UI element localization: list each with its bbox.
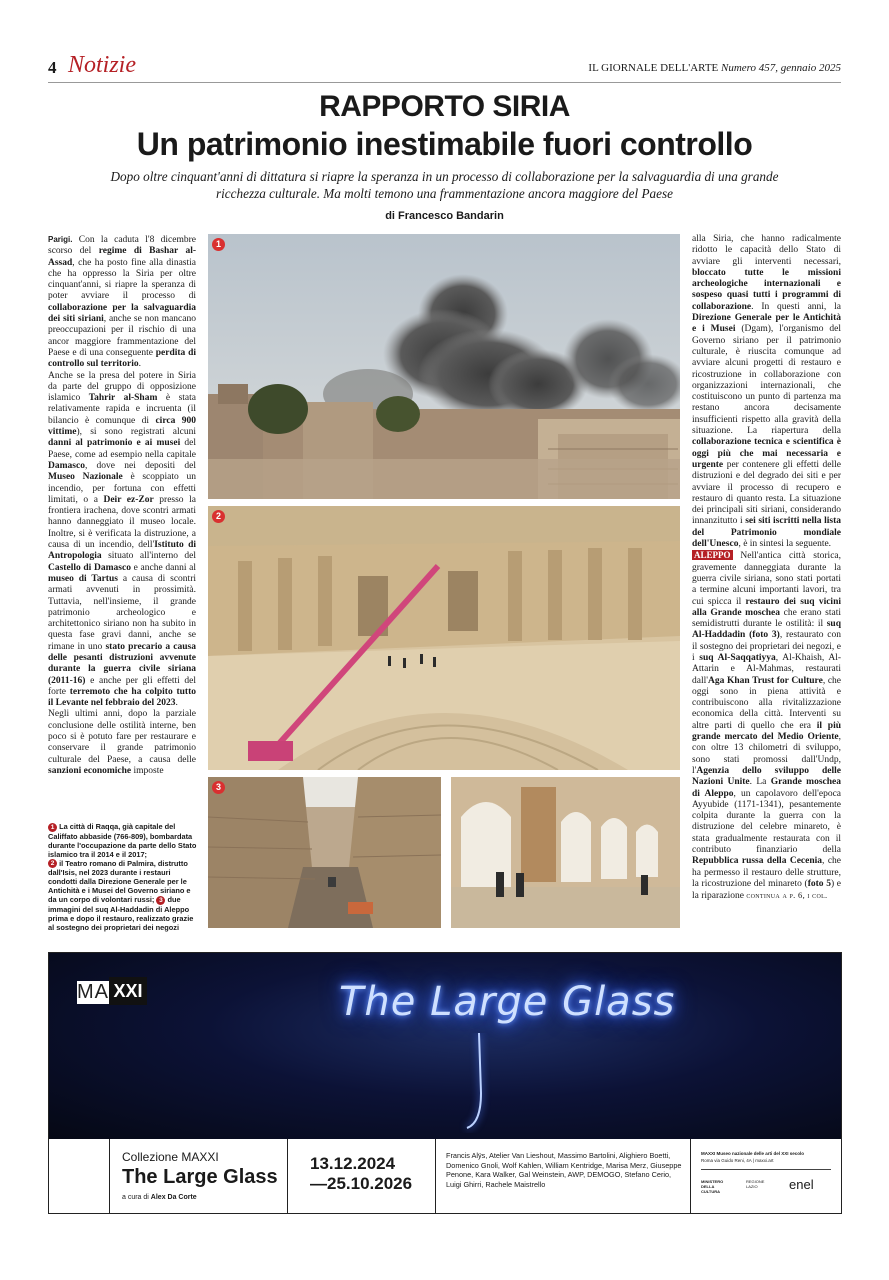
text: , che ha posto fine alla dinastia che ha oppresso la Siria per oltre cinquant'anni, si riapre la speranza di poter avviare il processo di (48, 257, 196, 302)
section-title: Notizie (68, 52, 137, 78)
text: del Paese, come ad esempio nella capitale (48, 438, 196, 460)
text: e anche danni al (130, 562, 196, 573)
text-bold: suq Al-Haddadin (foto 3) (692, 619, 841, 641)
text: , Al-Khaish, Al-Attarin e Al-Mahmas, restaurati dall' (692, 652, 841, 686)
text: . (138, 359, 141, 370)
neon-title: The Large Glass (339, 979, 676, 1025)
ad-collection: Collezione MAXXI (122, 1150, 219, 1164)
text-bold: bloccato tutte le missioni archeologiche internazionali e sospeso quasi tutti i programmi di collaborazione (692, 267, 841, 312)
issue-info: Numero 457, gennaio 2025 (721, 62, 841, 74)
text: , che oggi sono in piena attività e contribuiscono alla rivitalizzazione economica della città. Interventi su altre parti di quello che era (692, 675, 841, 731)
photo-raqqa-image (208, 234, 680, 499)
text: , è in sintesi la seguente. (738, 539, 832, 550)
photo-suq-after (451, 777, 680, 928)
text: che erano stati semidistrutti durante le ostilità: il (692, 607, 841, 630)
text-bold: collaborazione tecnica e scientifica è oggi più che mai necessaria e urgente (692, 437, 841, 470)
ad-curator-name: Alex Da Corte (150, 1194, 197, 1201)
masthead-title: IL GIORNALE DELL'ARTE (588, 62, 719, 74)
text: Anche se la presa del potere in Siria da parte del gruppo di opposizione islamico (48, 370, 196, 404)
photo-raqqa (208, 234, 680, 499)
text: ) e la riparazione (692, 878, 841, 902)
ad-curator-prefix: a cura di (122, 1194, 151, 1201)
ad-sponsors-block (690, 1139, 842, 1213)
photo-palmyra (208, 506, 680, 770)
ad-dates-block (287, 1139, 436, 1213)
caption-number: 2 (48, 859, 57, 868)
ad-museum-address: Roma via Guido Reni, 4A | maxxi.art (701, 1158, 774, 1163)
text: è stata relativamente rapida e incruenta (il bilancio è comunque di (48, 393, 196, 426)
sponsor-enel: enel (789, 1177, 814, 1192)
article-headline: Un patrimonio inestimabile fuori controllo (136, 126, 753, 162)
text: . La (749, 777, 771, 788)
ad-title: The Large Glass (122, 1166, 278, 1188)
neon-cord (459, 1033, 499, 1133)
ad-museum-name: MAXXI Museo nazionale delle arti del XXI secolo (701, 1151, 805, 1156)
sponsor-ministero: MINISTERO DELLA CULTURA (701, 1179, 724, 1194)
text-bold: suq Al-Saqqatiyya (699, 652, 776, 663)
text: presso la frontiera irachena, dove scontri armati hanno danneggiato il museo locale. Inoltre, si è verificata la distruzione, a causa di un incendio, dell' (48, 494, 196, 551)
ad-artists: Francis Alÿs, Atelier Van Lieshout, Massimo Bartolini, Alighiero Boetti, Domenico Gnoli, Wolf Kahlen, William Kentridge, Marisa Merz, Giuseppe Penone, Kara Walker, Gal Weinstein, AWP, DEMOGO, Stefano Cerio, Luigi Ghirri, Rachele Maistrello (446, 1151, 682, 1189)
article-deck: Dopo oltre cinquant'anni di dittatura si riapre la speranza in un processo di collaborazione per la salvaguardia di una grande ricchezza culturale. Ma molti temono una frammentazione ancora maggiore del Paese (110, 169, 779, 201)
divider (701, 1169, 831, 1170)
text-bold: Repubblica russa della Cecenia (692, 856, 823, 867)
page-number: 4 (48, 58, 57, 77)
ad-date-to: —25.10.2026 (310, 1174, 413, 1193)
ad-title-block (109, 1139, 288, 1213)
dateline: Parigi. (48, 235, 73, 244)
text-bold: Grande moschea di Aleppo (692, 777, 841, 799)
text-bold: circa 900 vittime (48, 415, 196, 438)
text-bold: sei siti iscritti nella lista del Patrimonio mondiale dell'Unesco (692, 516, 841, 550)
text-bold: sanzioni economiche (48, 765, 132, 776)
text: , restaurato con il sostegno dei proprietari dei negozi, e i (692, 630, 841, 663)
text: . (175, 698, 178, 709)
text-bold: Agenzia dello sviluppo delle Nazioni Unite (692, 765, 841, 788)
text-bold: stato precario a causa delle pesanti distruzioni avvenute durante la guerra civile siriana (2011-16) (48, 641, 196, 686)
photo-number-badge: 1 (212, 238, 225, 251)
text: , che ha permesso il restauro delle strutture, la ricostruzione del minareto ( (692, 856, 841, 889)
text-bold: Damasco (48, 460, 85, 471)
text-bold: Tahrir al-Sham (88, 393, 158, 404)
text-bold: museo di Tartus (48, 573, 118, 584)
caption-text: La città di Raqqa, già capitale del Califfato abbaside (766-809), bombardata durante l'occupazione da parte dello Stato islamico tra il 2014 e il 2017; (48, 822, 197, 859)
photo-suq-before (208, 777, 441, 928)
maxxi-logo-xxi: XXI (109, 977, 147, 1005)
text: situato all'interno del (101, 551, 196, 562)
section-tag-aleppo: ALEPPO (694, 550, 731, 561)
text-bold: Museo Nazionale (48, 472, 123, 483)
text-bold: Castello di Damasco (48, 562, 131, 573)
ad-date-from: 13.12.2024 (310, 1154, 396, 1173)
maxxi-logo-ma: MA (77, 981, 109, 1003)
photo-suq-after-image (451, 777, 680, 928)
article-column-right (692, 234, 841, 934)
caption-text: il Teatro romano di Palmira, distrutto dall'Isis, nel 2023 durante i restauri condotti dalla Direzione Generale per le Antichità e i Musei del Governo siriano e da un corpo di volontari russi; (48, 858, 191, 905)
text: per contenere gli effetti delle distruzioni e del degrado dei siti e per avviare il processo di recupero e restauro di quanto resta. La situazione dei principali siti siriani, considerando innanzitutto i (692, 459, 841, 527)
ad-info-bar (49, 1139, 841, 1213)
text-bold: Aga Khan Trust for Culture (707, 675, 823, 686)
text: e anche per gli effetti del forte (48, 675, 196, 697)
text-bold: regime di Bashar al-Assad (48, 246, 196, 268)
text-bold: Direzione Generale per le Antichità e i Musei (692, 313, 841, 335)
text: , anche se non mancano preoccupazioni per il rischio di una ancor maggiore frammentazione del Paese e di una conseguente (48, 314, 196, 358)
photo-number-badge: 3 (212, 781, 225, 794)
caption-text: due immagini del suq Al-Haddadin di Aleppo prima e dopo il restauro, realizzato grazie al sostegno dei proprietari dei negozi (48, 895, 194, 932)
text: Negli ultimi anni, dopo la parziale conclusione delle ostilità interne, ben poco si è potuto fare per restaurare e conservare il grande patrimonio culturale del Paese, a causa delle (48, 709, 196, 765)
text-bold: restauro dei suq vicini alla Grande moschea (692, 596, 841, 618)
text: a causa di scontri armati avvenuti in prossimità. Tuttavia, nell'insieme, il grande patrimonio archeologico e architettonico siriano non ha subito in questa fase gravi danni, anche se rimane in uno (48, 573, 196, 652)
ad-artists-block (435, 1139, 691, 1213)
text-bold: foto 5 (807, 878, 831, 889)
text: ), si sono registrati alcuni (76, 427, 196, 438)
text: è scoppiato un incendio, per fortuna con effetti limitati, o a (48, 472, 196, 505)
byline: di Francesco Bandarin (385, 210, 504, 222)
text-bold: perdita di controllo sul territorio (48, 347, 196, 370)
photo-palmyra-image (208, 506, 680, 770)
text: Con la caduta l'8 dicembre scorso del (48, 235, 196, 257)
text: alla Siria, che hanno radicalmente ridotto le capacità dello Stato di avviare gli interventi necessari, (692, 234, 841, 267)
masthead (588, 62, 841, 74)
article-column-left (48, 234, 196, 809)
text: , con oltre 13 chilometri di sviluppo, sono stati promossi dall'Undp, l' (692, 732, 841, 776)
article-kicker: RAPPORTO SIRIA (319, 90, 570, 123)
text-bold: danni al patrimonio e ai musei (48, 438, 181, 449)
text: imposte (131, 765, 164, 776)
text: Nell'antica città storica, gravemente danneggiata durante la guerra civile siriana, sono stati portati a termine alcuni importanti lavori, tra cui spicca il (692, 551, 841, 607)
photo-number-badge: 2 (212, 510, 225, 523)
text-bold: Deir ez-Zor (103, 494, 154, 505)
ad-curator (122, 1194, 197, 1201)
text: , dove nei depositi del (84, 460, 196, 471)
maxxi-advertisement[interactable] (48, 952, 842, 1214)
header-rule (48, 82, 841, 83)
photo-suq-before-image (208, 777, 441, 928)
text: (Dgam), l'organismo del Governo siriano per il patrimonio culturale, è riuscita comunque ad avviare alcuni progetti di restauro e ricostruzione in collaborazione con organizzazioni internazionali, che costituiscono un punto di partenza ma restano ancora decisamente insufficienti rispetto alla gravità della situazione. La riapertura della (692, 324, 841, 437)
photo-captions (48, 822, 198, 932)
text-bold: terremoto che ha colpito tutto il Levante nel febbraio del 2023 (48, 686, 196, 709)
ad-hero (49, 953, 841, 1139)
text-bold: collaborazione per la salvaguardia dei siti siriani (48, 302, 196, 325)
caption-number: 3 (156, 896, 165, 905)
text-bold: Istituto di Antropologia (48, 540, 196, 562)
text-bold: il più grande mercato del Medio Oriente (692, 720, 841, 743)
continued-link[interactable]: continua a p. 6, i col. (746, 890, 828, 901)
text: , un capolavoro dell'epoca Ayyubide (1171-1341), pesantemente colpita durante la guerra con la distruzione del celebre minareto, è stata gradualmente restaurata con il contributo finanziario della (692, 788, 841, 856)
text: . In questi anni, la (751, 301, 841, 312)
caption-number: 1 (48, 823, 57, 832)
sponsor-regione: REGIONE LAZIO (746, 1179, 765, 1189)
